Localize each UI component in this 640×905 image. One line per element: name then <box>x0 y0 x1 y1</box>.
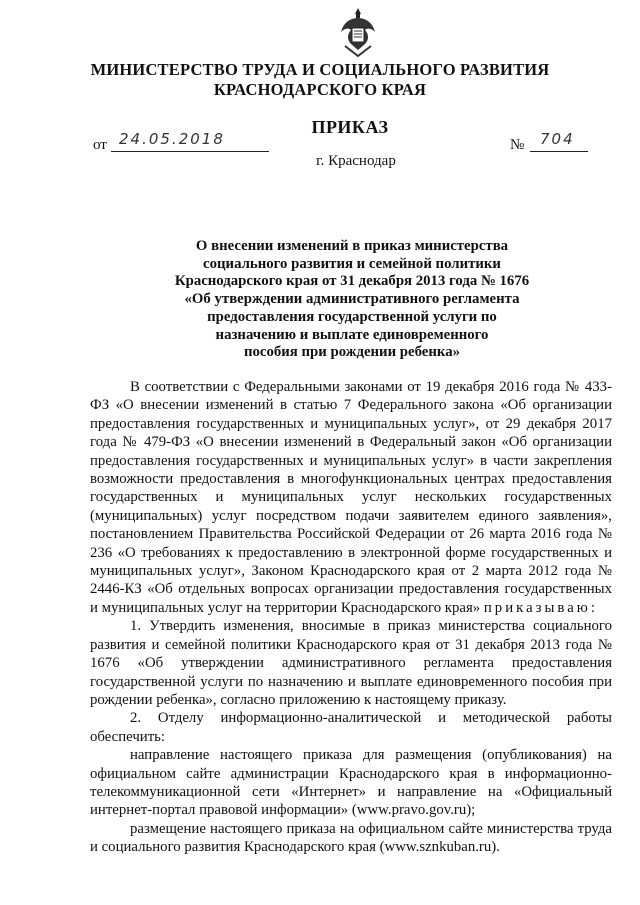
title-line: О внесении изменений в приказ министерства <box>195 238 509 254</box>
date-label: от <box>93 137 107 153</box>
item-2: 2. Отделу информационно-аналитической и методической работы обеспечить: <box>90 710 612 745</box>
title-line: социального развития и семейной политики <box>203 255 501 272</box>
order-title <box>152 238 552 362</box>
item-1: 1. Утвердить изменения, вносимые в приказ министерства социального развития и семейной политики Краснодарского края от 31 декабря 2013 года № 1676 «Об утверждении административного регламента предоставления государственной услуги по назначению и выплате единовременного пособия при рождении ребенка», согласно приложению к настоящему приказу. <box>90 618 612 708</box>
city-name: г. Краснодар <box>316 153 396 169</box>
number-label: № <box>510 137 525 153</box>
title-line: предоставления государственной услуги по <box>207 308 497 325</box>
preamble-paragraph <box>90 378 612 617</box>
date-field <box>111 130 269 152</box>
coat-of-arms-emblem <box>337 6 379 58</box>
handwritten-date: 24.05.2018 <box>119 130 225 148</box>
title-line: «Об утверждении административного регламента <box>184 291 520 308</box>
preamble-text: В соответствии с Федеральными законами от 19 декабря 2016 года № 433-ФЗ «О внесении изменений в статью 7 Федерального закона «Об организации предоставления государственных и муниципальных услуг», от 29 декабря 2017 года № 479-ФЗ «О внесении изменений в Федеральный закон «Об организации предоставления государственных и муниципальных услуг» в части закрепления возможности предоставления в многофункциональных центрах предоставления государственных и муниципальных услуг нескольких государственных (муниципальных) услуг посредством подачи заявителем единого заявления», постановлением Правительства Российской Федерации от 26 марта 2016 года № 236 «О требованиях к предоставлению в электронной форме государственных и муниципальных услуг», Законом Краснодарского края от 2 марта 2012 года № 2446-КЗ «Об отдельных вопросах организации предоставления государственных и муниципальных услуг на территории Краснодарского края» <box>90 379 612 616</box>
order-word: приказываю: <box>483 599 598 616</box>
title-line: пособия при рождении ребенка» <box>243 344 460 361</box>
document-type: ПРИКАЗ <box>311 117 389 137</box>
item-2-subitem-a: направление настоящего приказа для размещения (опубликования) на официальном сайте администрации Краснодарского края в информационно-телекоммуникационной сети «Интернет» и направление на «Официальный интернет-портал правовой информации» (www.pravo.gov.ru); <box>90 747 612 819</box>
order-body <box>90 378 612 857</box>
ministry-name-line1: МИНИСТЕРСТВО ТРУДА И СОЦИАЛЬНОГО РАЗВИТИЯ <box>90 60 550 79</box>
number-field <box>530 130 588 152</box>
ministry-name-line2: КРАСНОДАРСКОГО КРАЯ <box>213 80 427 99</box>
title-line: Краснодарского края от 31 декабря 2013 года № 1676 <box>174 273 530 290</box>
item-2-subitem-b: размещение настоящего приказа на официальном сайте министерства труда и социального развития Краснодарского края (www.sznkuban.ru). <box>90 820 612 856</box>
handwritten-number: 704 <box>540 130 575 148</box>
title-line: назначению и выплате единовременного <box>215 326 489 343</box>
